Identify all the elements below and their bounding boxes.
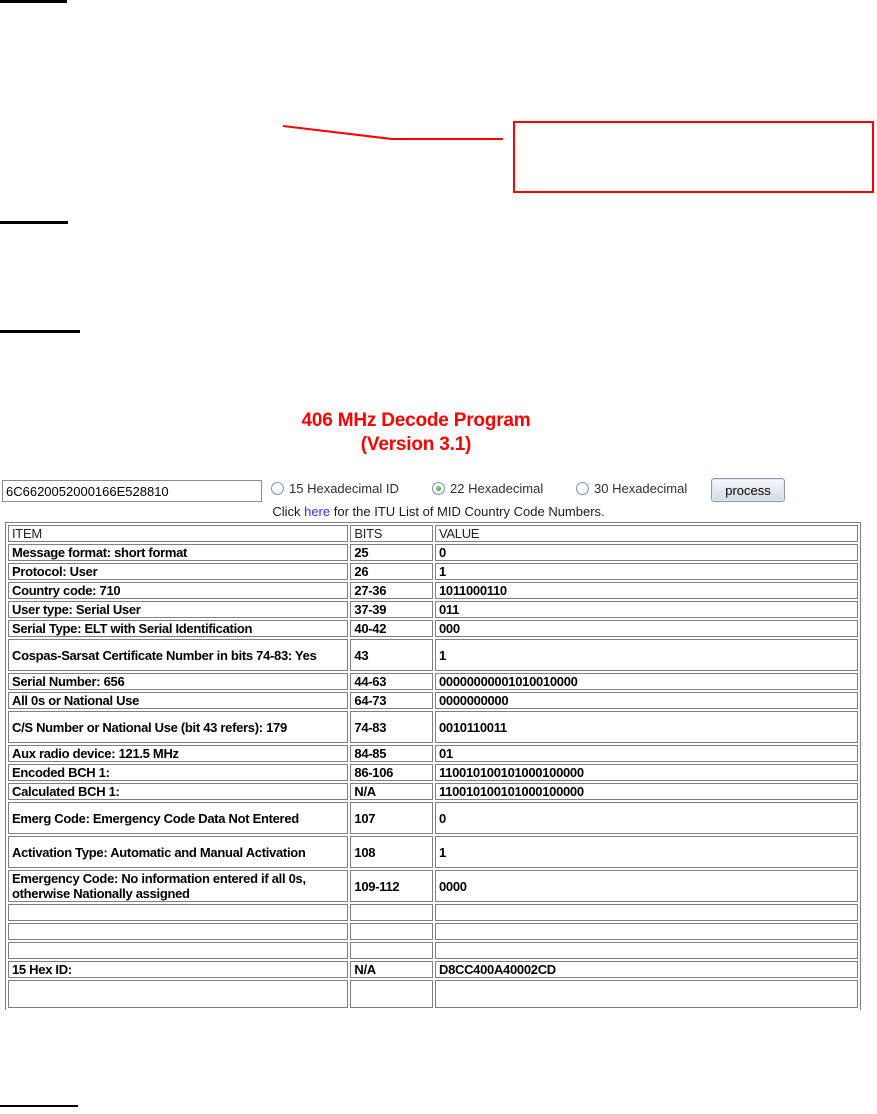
bits-cell: 84-85 xyxy=(350,745,433,762)
caption-post-text: for the ITU List of MID Country Code Numbers. xyxy=(330,504,605,519)
caption-pre-text: Click xyxy=(272,504,305,519)
decode-table-wrapper xyxy=(5,522,863,1010)
radio-group-15-hex[interactable] xyxy=(271,481,399,496)
value-cell: 110010100101000100000 xyxy=(435,764,858,781)
item-cell: Emerg Code: Emergency Code Data Not Entered xyxy=(8,802,348,834)
bits-cell: N/A xyxy=(350,783,433,800)
page-title-line2: (Version 3.1) xyxy=(360,434,472,455)
value-cell: 0010110011 xyxy=(435,711,858,743)
value-cell: 01 xyxy=(435,745,858,762)
table-row xyxy=(8,764,858,781)
table-row xyxy=(8,639,858,671)
bits-cell: 64-73 xyxy=(350,692,433,709)
col-header-item: ITEM xyxy=(8,525,348,542)
value-cell: 011 xyxy=(435,601,858,618)
horizontal-rule-top xyxy=(0,0,67,3)
bits-cell: 37-39 xyxy=(350,601,433,618)
value-cell: 1 xyxy=(435,639,858,671)
value-cell: 1 xyxy=(435,563,858,580)
item-cell: Cospas-Sarsat Certificate Number in bits 74-83: Yes xyxy=(8,639,348,671)
table-header-row xyxy=(8,525,858,542)
item-cell xyxy=(8,904,348,921)
callout-box xyxy=(513,121,874,193)
bits-cell xyxy=(350,980,433,1008)
col-header-value: VALUE xyxy=(435,525,858,542)
radio-group-22-hex[interactable] xyxy=(432,481,543,496)
table-row xyxy=(8,923,858,940)
table-row xyxy=(8,692,858,709)
item-cell xyxy=(8,980,348,1008)
table-row xyxy=(8,961,858,978)
bits-cell: 25 xyxy=(350,544,433,561)
value-cell xyxy=(435,923,858,940)
item-cell: 15 Hex ID: xyxy=(8,961,348,978)
page-title xyxy=(0,409,832,457)
table-row xyxy=(8,620,858,637)
item-cell: Activation Type: Automatic and Manual Activation xyxy=(8,836,348,868)
item-cell: Aux radio device: 121.5 MHz xyxy=(8,745,348,762)
bits-cell: 26 xyxy=(350,563,433,580)
bits-cell: 108 xyxy=(350,836,433,868)
table-row xyxy=(8,870,858,902)
radio-30-hex-icon[interactable] xyxy=(576,482,589,495)
table-row xyxy=(8,904,858,921)
bits-cell: 27-36 xyxy=(350,582,433,599)
item-cell: Protocol: User xyxy=(8,563,348,580)
itu-mid-link[interactable]: here xyxy=(304,504,331,519)
bits-cell xyxy=(350,904,433,921)
radio-group-30-hex[interactable] xyxy=(576,481,687,496)
value-cell: 000 xyxy=(435,620,858,637)
item-cell: Serial Number: 656 xyxy=(8,673,348,690)
item-cell xyxy=(8,942,348,959)
radio-30-hex-label: 30 Hexadecimal xyxy=(594,481,688,496)
decode-table xyxy=(5,522,861,1010)
table-row xyxy=(8,544,858,561)
item-cell: Message format: short format xyxy=(8,544,348,561)
value-cell: 1 xyxy=(435,836,858,868)
item-cell: Country code: 710 xyxy=(8,582,348,599)
bits-cell: 40-42 xyxy=(350,620,433,637)
value-cell xyxy=(435,980,858,1008)
horizontal-rule-middle-2 xyxy=(0,330,80,333)
itu-caption xyxy=(0,504,877,519)
value-cell: 0 xyxy=(435,544,858,561)
value-cell: 00000000001010010000 xyxy=(435,673,858,690)
bits-cell: 74-83 xyxy=(350,711,433,743)
table-row xyxy=(8,601,858,618)
table-row xyxy=(8,563,858,580)
item-cell: Encoded BCH 1: xyxy=(8,764,348,781)
value-cell: 1011000110 xyxy=(435,582,858,599)
value-cell: D8CC400A40002CD xyxy=(435,961,858,978)
item-cell: C/S Number or National Use (bit 43 refers): 179 xyxy=(8,711,348,743)
process-button[interactable]: process xyxy=(711,478,785,502)
item-cell: All 0s or National Use xyxy=(8,692,348,709)
bits-cell xyxy=(350,923,433,940)
horizontal-rule-bottom xyxy=(0,1105,78,1107)
value-cell xyxy=(435,904,858,921)
table-row xyxy=(8,711,858,743)
radio-15-hex-label: 15 Hexadecimal ID xyxy=(289,481,399,496)
table-row xyxy=(8,745,858,762)
table-row xyxy=(8,836,858,868)
table-row xyxy=(8,802,858,834)
radio-15-hex-icon[interactable] xyxy=(271,482,284,495)
table-row xyxy=(8,582,858,599)
radio-22-hex-icon[interactable] xyxy=(432,482,445,495)
value-cell: 0000 xyxy=(435,870,858,902)
radio-22-hex-label: 22 Hexadecimal xyxy=(450,481,544,496)
page-title-line1: 406 MHz Decode Program xyxy=(301,410,531,431)
bits-cell: N/A xyxy=(350,961,433,978)
col-header-bits: BITS xyxy=(350,525,433,542)
table-row xyxy=(8,942,858,959)
bits-cell: 43 xyxy=(350,639,433,671)
value-cell xyxy=(435,942,858,959)
item-cell: User type: Serial User xyxy=(8,601,348,618)
horizontal-rule-middle-1 xyxy=(0,221,68,224)
item-cell: Serial Type: ELT with Serial Identification xyxy=(8,620,348,637)
table-row xyxy=(8,783,858,800)
value-cell: 0 xyxy=(435,802,858,834)
bits-cell: 107 xyxy=(350,802,433,834)
value-cell: 110010100101000100000 xyxy=(435,783,858,800)
item-cell xyxy=(8,923,348,940)
table-row xyxy=(8,980,858,1008)
hex-id-input[interactable] xyxy=(2,480,262,502)
table-row xyxy=(8,673,858,690)
item-cell: Calculated BCH 1: xyxy=(8,783,348,800)
bits-cell: 86-106 xyxy=(350,764,433,781)
value-cell: 0000000000 xyxy=(435,692,858,709)
decode-form xyxy=(0,478,877,506)
bits-cell: 44-63 xyxy=(350,673,433,690)
bits-cell xyxy=(350,942,433,959)
item-cell: Emergency Code: No information entered if all 0s, otherwise Nationally assigned xyxy=(8,870,348,902)
bits-cell: 109-112 xyxy=(350,870,433,902)
